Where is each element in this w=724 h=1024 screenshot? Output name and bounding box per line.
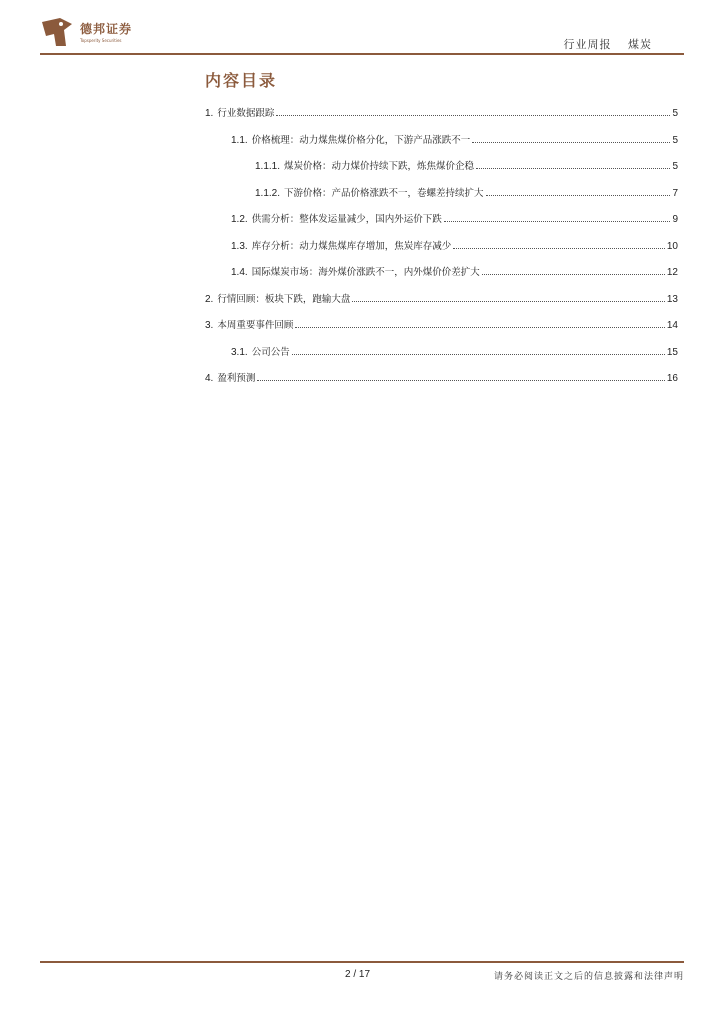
toc-dot-leader: [292, 354, 665, 355]
page-number: 2 / 17: [345, 969, 371, 980]
toc-entry-title: 下游价格：产品价格涨跌不一，卷螺差持续扩大: [284, 187, 484, 199]
header-tag: [564, 36, 653, 52]
toc-entry-page: 13: [666, 293, 678, 305]
toc-entry-title: 煤炭价格：动力煤价持续下跌，炼焦煤价企稳: [284, 161, 475, 172]
toc-entry-title: 库存分析：动力煤焦煤库存增加，焦炭库存减少: [251, 240, 452, 252]
toc-entry-page: 5: [672, 108, 678, 119]
toc-entry-page: 5: [672, 134, 678, 146]
toc-entry-number: 1.1.: [231, 134, 248, 146]
toc-entry[interactable]: [205, 183, 678, 199]
toc-entry-number: 1.1.2.: [255, 187, 281, 199]
logo-text-en: Topsperity Securities: [80, 38, 122, 43]
toc-entry-page: 15: [666, 346, 678, 358]
toc-dot-leader: [295, 327, 665, 328]
toc-entry-number: 4.: [205, 373, 214, 384]
toc-entry[interactable]: [205, 209, 678, 225]
toc-entry-number: 3.: [205, 320, 214, 331]
footer-rule: [40, 961, 684, 963]
toc-entry-page: 14: [666, 320, 678, 331]
toc-entry-number: 1.2.: [231, 214, 248, 225]
toc-entry-number: 3.1.: [231, 346, 248, 358]
toc-entry-title: 本周重要事件回顾: [217, 320, 294, 331]
toc-entry[interactable]: [205, 130, 678, 146]
toc-entry[interactable]: [205, 342, 678, 358]
toc-dot-leader: [453, 248, 665, 249]
toc-entry[interactable]: [205, 368, 678, 384]
toc-entry-page: 7: [672, 187, 678, 199]
toc-entry[interactable]: [205, 315, 678, 331]
toc-dot-leader: [476, 168, 670, 169]
toc-entry-title: 行业数据跟踪: [217, 108, 275, 119]
toc-dot-leader: [276, 115, 670, 116]
industry-label: 煤炭: [628, 38, 652, 51]
toc-dot-leader: [257, 380, 665, 381]
toc-entry-title: 国际煤炭市场：海外煤价涨跌不一，内外煤价价差扩大: [251, 267, 480, 278]
toc-entry-number: 1.: [205, 108, 214, 119]
disclaimer: 请务必阅读正文之后的信息披露和法律声明: [493, 972, 684, 982]
logo-mark-icon: [40, 16, 74, 50]
header-rule: [40, 53, 684, 55]
toc-entry-page: 5: [672, 161, 678, 172]
toc-dot-leader: [482, 274, 665, 275]
toc-dot-leader: [352, 301, 665, 302]
toc-entry-title: 公司公告: [251, 346, 290, 358]
toc-entry[interactable]: [205, 103, 678, 119]
toc-dot-leader: [472, 142, 670, 143]
toc-entry-page: 9: [672, 214, 678, 225]
toc-entry-number: 2.: [205, 293, 214, 305]
company-logo: [40, 16, 140, 50]
toc-entry-page: 16: [666, 373, 678, 384]
toc-entry-title: 价格梳理：动力煤焦煤价格分化，下游产品涨跌不一: [251, 134, 471, 146]
toc-title: 内容目录: [205, 71, 278, 90]
toc-entry[interactable]: [205, 289, 678, 305]
toc-dot-leader: [486, 195, 671, 196]
toc-entry-number: 1.3.: [231, 240, 248, 252]
toc-entry-number: 1.1.1.: [255, 161, 281, 172]
toc-entry-page: 10: [666, 240, 678, 252]
toc-entry[interactable]: [205, 156, 678, 172]
toc-dot-leader: [444, 221, 671, 222]
report-type: 行业周报: [563, 38, 612, 51]
toc-entry-title: 行情回顾：板块下跌，跑输大盘: [217, 293, 351, 305]
toc-entry-title: 供需分析：整体发运量减少，国内外运价下跌: [251, 214, 442, 225]
logo-text-cn: 德邦证券: [80, 22, 133, 36]
toc-entry-page: 12: [666, 267, 678, 278]
toc-entry-title: 盈利预测: [217, 373, 256, 384]
toc-entry-number: 1.4.: [231, 267, 248, 278]
toc-entry[interactable]: [205, 262, 678, 278]
toc-entry[interactable]: [205, 236, 678, 252]
